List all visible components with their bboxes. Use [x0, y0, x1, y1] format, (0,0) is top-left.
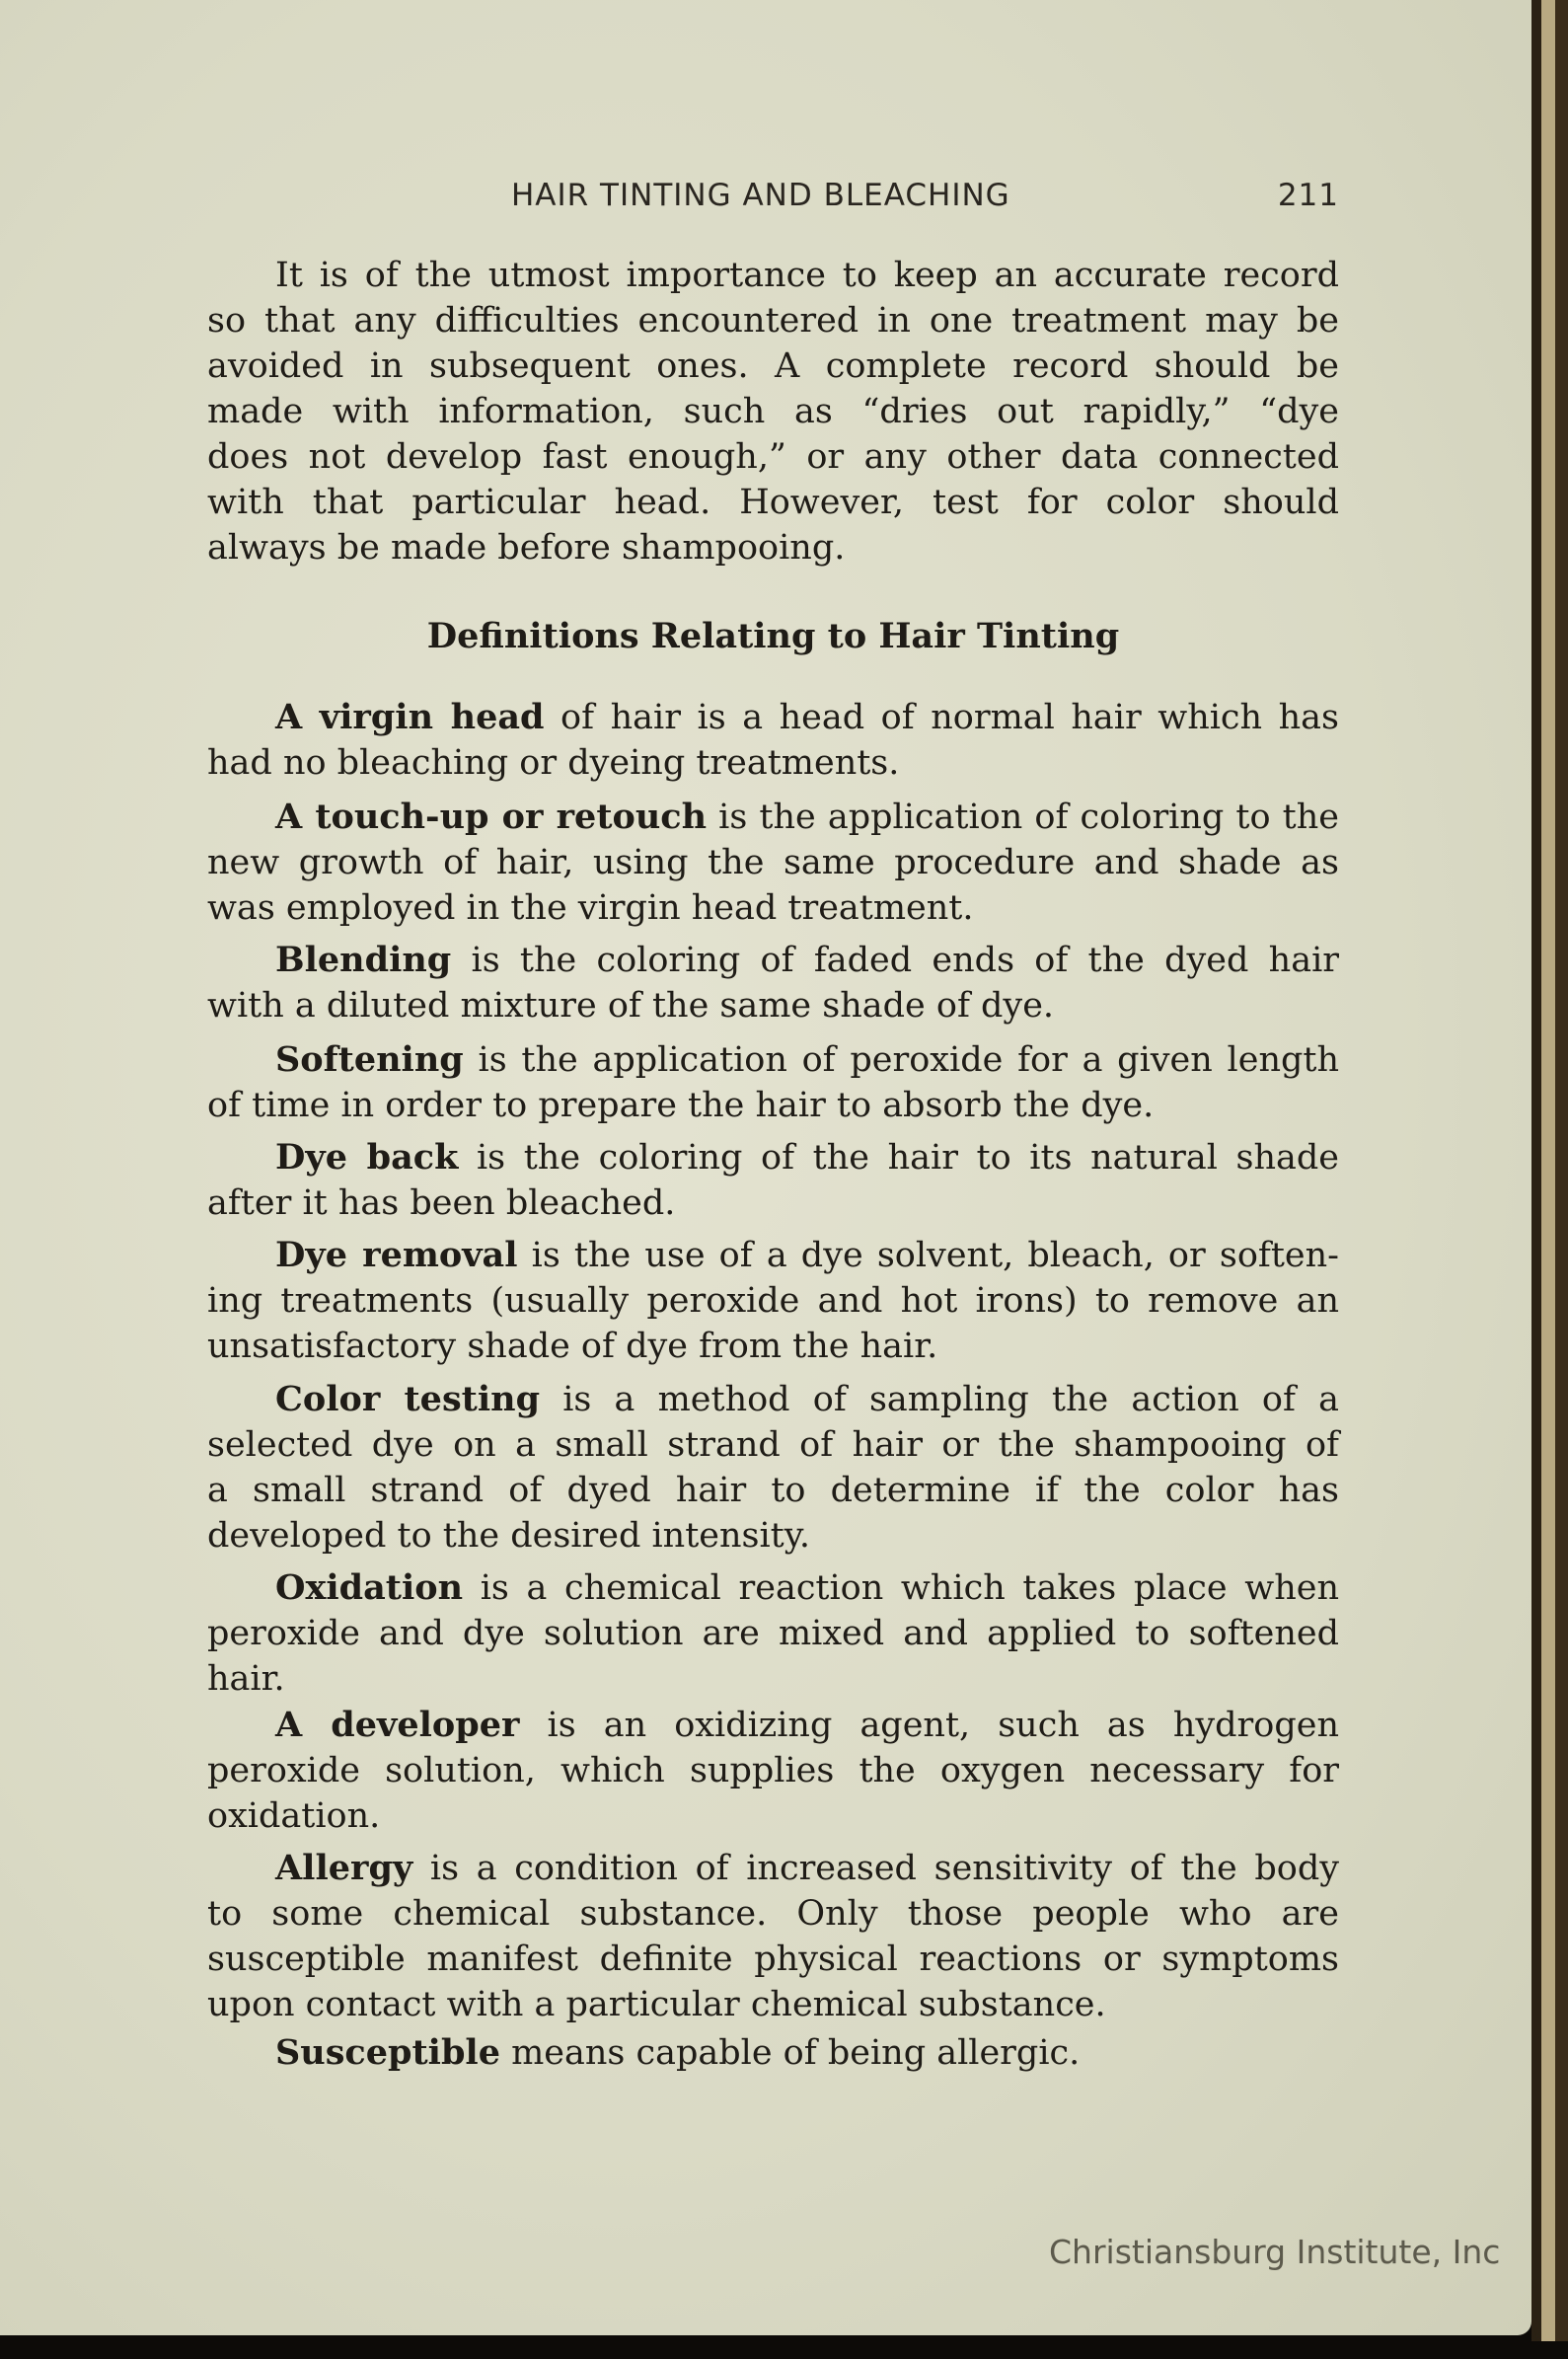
definition-entry — [207, 1703, 1339, 1839]
text-line: with that particular head. However, test for color should — [207, 483, 1339, 522]
definition-entry — [207, 938, 1339, 1028]
definition-text: is an oxidizing agent, such as hydrogen — [519, 1706, 1339, 1745]
text-line: of time in order to prepare the hair to absorb the dye. — [207, 1086, 1155, 1125]
text-line: hair. — [207, 1659, 285, 1699]
text-line: always be made before shampooing. — [207, 528, 846, 568]
text-line: unsatisfactory shade of dye from the hair. — [207, 1327, 938, 1366]
text-line — [207, 795, 1339, 840]
definition-entry — [207, 1846, 1339, 2027]
page-number: 211 — [1277, 178, 1339, 213]
definition-entry — [207, 1135, 1339, 1226]
definition-entry — [207, 1377, 1339, 1559]
definition-term: Dye removal — [275, 1235, 518, 1275]
definition-term: A virgin head — [275, 697, 545, 737]
definition-term: A developer — [275, 1705, 520, 1745]
page-stack — [1541, 0, 1555, 2341]
definition-term: A touch-up or retouch — [275, 797, 708, 837]
text-line: made with information, such as “dries out rapidly,” “dye — [207, 392, 1339, 431]
definition-term: Allergy — [275, 1848, 413, 1888]
text-line — [207, 1233, 1339, 1278]
text-line: so that any difficulties encountered in one treatment may be — [207, 301, 1339, 341]
definition-text: is the application of peroxide for a given length — [463, 1040, 1339, 1080]
text-line: with a diluted mixture of the same shade of dye. — [207, 986, 1055, 1026]
definition-entry — [207, 1037, 1339, 1128]
definition-text: is a method of sampling the action of a — [540, 1380, 1339, 1419]
definition-text: is the use of a dye solvent, bleach, or soften- — [517, 1236, 1339, 1275]
text-line — [207, 2030, 1339, 2076]
text-line — [207, 695, 1339, 740]
text-line: after it has been bleached. — [207, 1183, 676, 1223]
definition-entry — [207, 1565, 1339, 1702]
text-line: oxidation. — [207, 1796, 381, 1836]
definition-text: is a condition of increased sensitivity of the body — [412, 1849, 1339, 1888]
definition-text: is the coloring of faded ends of the dyed hair — [451, 941, 1339, 980]
definition-text: is the coloring of the hair to its natural shade — [458, 1138, 1339, 1178]
text-line: peroxide and dye solution are mixed and applied to softened — [207, 1614, 1339, 1653]
text-line: avoided in subsequent ones. A complete record should be — [207, 346, 1339, 386]
page-edge — [1531, 0, 1541, 2341]
text-line: upon contact with a particular chemical substance. — [207, 1985, 1106, 2024]
definition-text: is the application of coloring to the — [707, 798, 1339, 837]
text-line: had no bleaching or dyeing treatments. — [207, 743, 900, 783]
text-line: ing treatments (usually peroxide and hot irons) to remove an — [207, 1281, 1339, 1321]
text-line: selected dye on a small strand of hair or the shampooing of — [207, 1425, 1339, 1465]
definition-term: Dye back — [275, 1137, 459, 1178]
text-line: to some chemical substance. Only those people who are — [207, 1894, 1339, 1934]
text-line: new growth of hair, using the same procedure and shade as — [207, 843, 1339, 882]
text-line: does not develop fast enough,” or any other data connected — [207, 437, 1339, 477]
book-cover-edge — [1555, 0, 1568, 2341]
text-line — [207, 1037, 1339, 1083]
text-line: a small strand of dyed hair to determine if the color has — [207, 1471, 1339, 1510]
text-line: developed to the desired intensity. — [207, 1516, 810, 1556]
definition-term: Color testing — [275, 1379, 541, 1419]
text-line: was employed in the virgin head treatment. — [207, 888, 974, 928]
definition-entry — [207, 1233, 1339, 1369]
definition-entry — [207, 795, 1339, 931]
definition-entry — [207, 2030, 1339, 2076]
text-line: susceptible manifest definite physical reactions or symptoms — [207, 1940, 1339, 1979]
definition-term: Susceptible — [275, 2032, 500, 2073]
watermark: Christiansburg Institute, Inc — [1049, 2233, 1501, 2271]
intro-paragraph — [207, 253, 1339, 571]
text-line — [207, 1135, 1339, 1180]
definition-term: Blending — [275, 940, 452, 980]
text-line — [207, 1846, 1339, 1891]
definition-term: Softening — [275, 1039, 464, 1080]
text-line — [207, 1377, 1339, 1422]
text-line — [207, 938, 1339, 983]
definition-text: is a chemical reaction which takes place when — [463, 1568, 1339, 1608]
section-heading: Definitions Relating to Hair Tinting — [426, 616, 1120, 656]
definition-text: means capable of being allergic. — [499, 2033, 1081, 2073]
definition-term: Oxidation — [275, 1567, 464, 1608]
text-line — [207, 1703, 1339, 1748]
text-line — [207, 1565, 1339, 1611]
running-header — [207, 178, 1339, 223]
definition-text: of hair is a head of normal hair which has — [544, 698, 1339, 737]
text-line: peroxide solution, which supplies the oxygen necessary for — [207, 1751, 1339, 1790]
running-title: HAIR TINTING AND BLEACHING — [511, 178, 1010, 213]
definition-entry — [207, 695, 1339, 786]
text-line: It is of the utmost importance to keep an accurate record — [275, 256, 1339, 295]
